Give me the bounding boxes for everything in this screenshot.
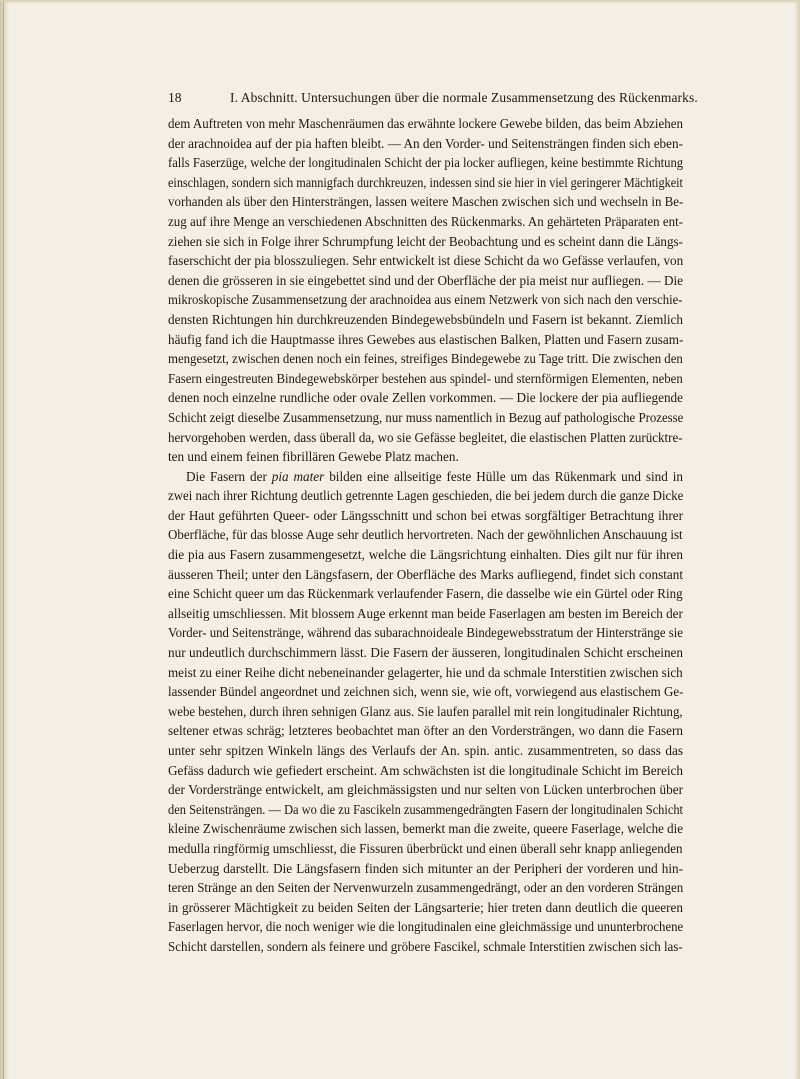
scan-binding-line [3, 0, 4, 1079]
text-line: denen noch einzelne rundliche oder ovale Zellen vorkommen. — Die lockere der pia aufliegende [168, 390, 683, 406]
text-line: Ueberzug darstellt. Die Längsfasern finden sich mitunter an der Peripheri der vorderen und hin- [168, 860, 683, 876]
text-line: die pia aus Fasern zusammengesetzt, welche die Längsrichtung einhalten. Dies gilt nur für ihren [168, 547, 683, 563]
text-line: hervorgehoben werden, dass überall da, wo sie Gefässe begleitet, die elastischen Platten zurücktre- [168, 429, 683, 445]
text-line: lassender Bündel angeordnet und zeichnen sich, wenn sie, wie oft, vorwiegend aus elastischem Ge- [168, 684, 684, 700]
scan-edge-right [794, 0, 800, 1079]
text-line: faserschicht der pia blosszuliegen. Sehr entwickelt ist diese Schicht da wo Gefässe verlaufen, von [168, 253, 684, 269]
text-line: vorhanden als über den Hintersträngen, lassen weitere Maschen zwischen sich und wechseln in Be- [168, 194, 684, 210]
text-line: zwei nach ihrer Richtung deutlich getrennte Lagen geschieden, die bei jedem durch die ganze Dicke [168, 488, 684, 504]
text-line: der Haut geführten Queer- oder Längsschnitt und schon bei etwas sorgfältiger Betrachtung ihrer [168, 507, 683, 523]
running-head: I. Abschnitt. Untersuchungen über die normale Zusammensetzung des Rückenmarks. [230, 90, 698, 105]
scan-edge-left [0, 0, 9, 1079]
page-header [168, 90, 698, 112]
text-line: Gefäss dadurch wie gefiedert erscheint. Am schwächsten ist die longitudinale Schicht im Bereich [168, 762, 683, 778]
italic-term: pia mater [271, 468, 325, 484]
text-line: unter sehr spitzen Winkeln längs des Verlaufs der An. spin. antic. zusammentreten, so dass das [168, 743, 683, 758]
page-number: 18 [168, 90, 182, 105]
text-line: Schicht darstellen, sondern als feinere und gröbere Fascikel, schmale Interstitien zwischen sich las- [168, 938, 683, 954]
text-line: teren Stränge an den Seiten der Nervenwurzeln zusammengedrängt, oder an den vorderen Strängen [168, 880, 684, 896]
text-line: eine Schicht queer um das Rückenmark verlaufender Fasern, die dasselbe wie ein Gürtel oder Ring [168, 586, 683, 602]
text-line: der arachnoidea auf der pia haften bleibt. — An den Vorder- und Seitensträngen finden sich eben- [168, 135, 683, 151]
text-line: äusseren Theil; unter den Längsfasern, der Oberfläche des Marks aufliegend, findet sich constant [168, 566, 683, 582]
text-line: Faserlagen hervor, die noch weniger wie die longitudinalen eine gleichmässige und ununterbrochene [168, 919, 684, 935]
text-line: densten Richtungen hin durchkreuzenden Bindegewebsbündeln und Fasern ist bekannt. Ziemlich [168, 311, 683, 327]
text-line: dem Auftreten von mehr Maschenräumen das erwähnte lockere Gewebe bilden, das beim Abziehen [168, 116, 684, 131]
text-line: denen die grösseren in sie eingebettet sind und der Oberfläche der pia meist nur aufliegen. — Die [168, 272, 683, 288]
text-line: einschlagen, sondern sich mannigfach durchkreuzen, indessen sind sie hier in viel geringerer Mächtigkeit [168, 174, 683, 190]
text-line: in grösserer Mächtigkeit zu beiden Seiten der Längsarterie; hier treten dann deutlich die queeren [168, 899, 683, 915]
text-line: nur undeutlich durchschimmern lässt. Die Fasern der äusseren, longitudinalen Schicht erscheinen [168, 645, 683, 661]
text-line: häufig fand ich die Hauptmasse ihres Gewebes aus elastischen Balken, Platten und Fasern zusam- [168, 331, 684, 347]
scan-edge-top [0, 0, 800, 4]
text-line: meist zu einer Reihe dicht nebeneinander gelagerter, hie und da schmale Interstitien zwischen sich [168, 664, 683, 680]
text-line: mengesetzt, zwischen denen noch ein feines, streifiges Bindegewebe zu Tage tritt. Die zwischen den [168, 351, 683, 367]
text-line: webe bestehen, durch ihren sehnigen Glanz aus. Sie laufen parallel mit rein longitudinaler Richtung, [168, 703, 683, 719]
text-line: Schicht zeigt dieselbe Zusammensetzung, nur muss namentlich in Bezug auf pathologische Prozesse [168, 409, 684, 425]
text-line: Oberfläche, für das blosse Auge sehr deutlich hervortreten. Nach der gewöhnlichen Anschauung ist [168, 527, 683, 543]
text-line: mikroskopische Zusammensetzung der arachnoidea aus einem Netzwerk von sich nach den verschie- [168, 292, 683, 308]
text-line: seltener etwas schräg; letzteres beobachtet man öfter an den Vordersträngen, wo dann die Fasern [168, 723, 683, 739]
text-line: den Seitensträngen. — Da wo die zu Fascikeln zusammengedrängten Fasern der longitudinalen Schicht [168, 801, 684, 817]
text-line: zug auf ihre Menge an verschiedenen Abschnitten des Rückenmarks. An gehärteten Präparaten ent- [168, 213, 684, 229]
text-line: der Vorderstränge entwickelt, am gleichmässigsten und nur selten von Lücken unterbrochen über [168, 782, 683, 798]
text-line: Die Fasern der pia mater bilden eine allseitige feste Hülle um das Rükenmark und sind in [186, 468, 683, 484]
text-line: ten und einem feinen fibrillären Gewebe Platz machen. [168, 449, 459, 465]
text-line: medulla ringförmig umschliesst, die Fissuren überbrückt und einen überall sehr knapp anliegenden [168, 840, 683, 856]
text-line: allseitig umschliessen. Mit blossem Auge erkennt man beide Faserlagen am besten im Bereich der [168, 605, 683, 621]
body-text [168, 114, 683, 957]
text-line: Vorder- und Seitenstränge, während das subarachnoideale Bindegewebsstratum der Hinterstränge sie [168, 625, 683, 641]
text-line: Fasern eingestreuten Bindegewebskörper bestehen aus spindel- und sternförmigen Elementen, neben [168, 370, 683, 386]
text-line: falls Faserzüge, welche der longitudinalen Schicht der pia locker aufliegen, keine bestimmte Richtung [168, 155, 684, 171]
text-line: kleine Zwischenräume zwischen sich lassen, bemerkt man die zweite, queere Faserlage, welche die [168, 821, 683, 837]
text-line: ziehen sie sich in Folge ihrer Schrumpfung leicht der Beobachtung und es scheint dann die Längs- [168, 233, 683, 249]
